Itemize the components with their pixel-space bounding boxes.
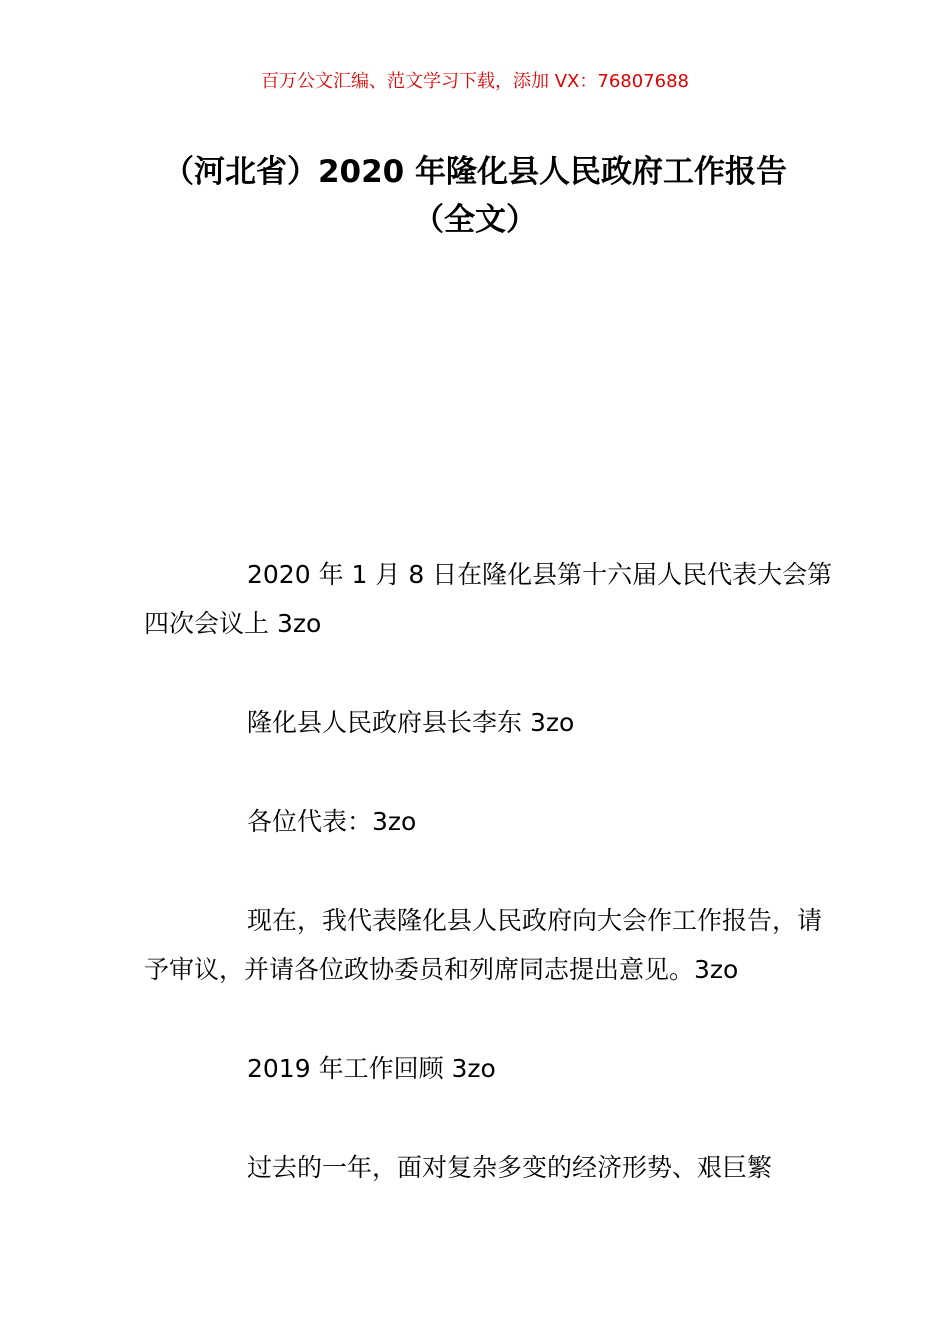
paragraph-introduction: 现在，我代表隆化县人民政府向大会作工作报告，请予审议，并请各位政协委员和列席同志提出意见。3zo [144, 906, 823, 984]
section-heading-review: 2019 年工作回顾 3zo [247, 1054, 496, 1083]
paragraph-review-start: 过去的一年，面对复杂多变的经济形势、艰巨繁 [247, 1153, 773, 1182]
paragraph-speaker: 隆化县人民政府县长李东 3zo [247, 708, 575, 737]
paragraph-meeting-info: 2020 年 1 月 8 日在隆化县第十六届人民代表大会第四次会议上 3zo [144, 560, 833, 638]
paragraph-salutation: 各位代表：3zo [247, 807, 417, 836]
document-body [144, 550, 834, 1242]
watermark-banner: 百万公文汇编、范文学习下载，添加 VX：76807688 [261, 71, 689, 92]
document-title: （河北省）2020 年隆化县人民政府工作报告（全文） [162, 154, 788, 238]
